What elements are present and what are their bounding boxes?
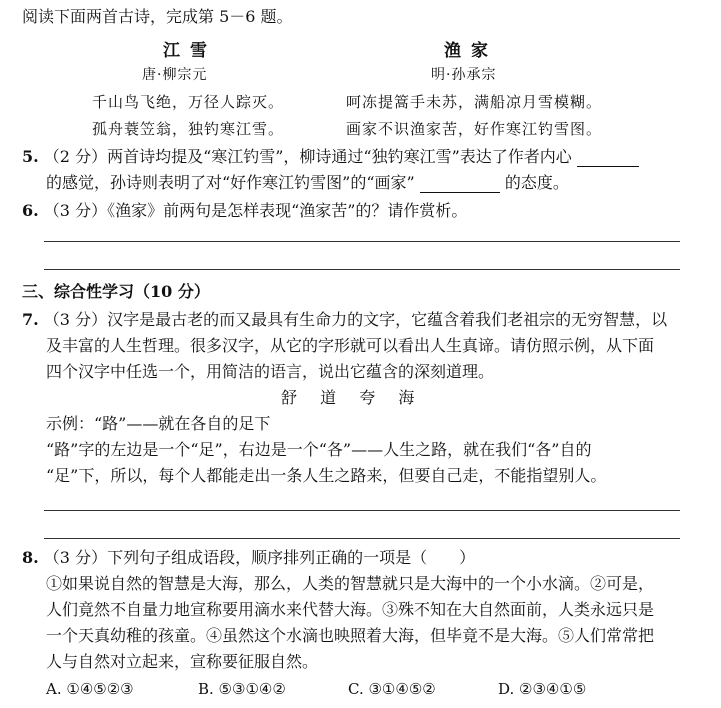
example-explanation-line-1: “路”字的左边是一个“足”，右边是一个“各”——人生之路，就在我们“各”自的 <box>46 440 592 459</box>
question-5-line-2a: 的感觉，孙诗则表明了对“好作寒江钓雪图”的“画家” <box>46 173 415 192</box>
question-8-sentence-line-3: 一个天真幼稚的孩童。④虽然这个水滴也映照着大海，但毕竟不是大海。⑤人们常常把 <box>46 626 655 645</box>
option-d[interactable]: D. ②③④①⑤ <box>498 680 587 698</box>
question-8 <box>22 548 475 568</box>
question-5 <box>22 147 639 167</box>
answer-line-q7-2[interactable] <box>44 538 680 539</box>
question-7 <box>22 310 667 330</box>
section-heading-integrated-learning: 三、综合性学习（10 分） <box>22 282 210 301</box>
question-5-number: 5. <box>22 147 39 166</box>
poem-line-jiangxue-2: 孤舟蓑笠翁，独钓寒江雪。 <box>92 120 285 138</box>
poem-title-jiangxue: 江雪 <box>163 41 217 61</box>
question-7-line-3: 四个汉字中任选一个，用简洁的语言，说出它蕴含的深刻道理。 <box>46 362 495 381</box>
question-7-line-2: 及丰富的人生哲理。很多汉字，从它的字形就可以看出人生真谛。请仿照示例，从下面 <box>46 336 655 355</box>
question-6 <box>22 201 467 221</box>
character-choices <box>281 388 414 408</box>
poem-line-yujia-1: 呵冻提篙手未苏，满船凉月雪模糊。 <box>346 93 603 111</box>
answer-line-q7-1[interactable] <box>44 510 680 511</box>
example-explanation-line-2: “足”下，所以，每个人都能走出一条人生之路来，但要自己走，不能指望别人。 <box>46 466 607 485</box>
question-8-sentence-line-4: 人与自然对立起来，宣称要征服自然。 <box>46 652 319 671</box>
poem-author-yujia: 明·孙承宗 <box>431 67 497 83</box>
question-8-stem: （3 分）下列句子组成语段，顺序排列正确的一项是（ ） <box>43 548 476 567</box>
option-b[interactable]: B. ⑤③①④② <box>198 680 286 698</box>
answer-blank-attitude[interactable] <box>420 178 500 193</box>
question-5-continued <box>46 173 569 193</box>
answer-line-q6-2[interactable] <box>44 269 680 270</box>
question-8-sentence-line-2: 人们竟然不自量力地宣称要用滴水来代替大海。③殊不知在大自然面前，人类永远只是 <box>46 600 655 619</box>
question-6-number: 6. <box>22 201 39 220</box>
question-8-sentence-line-1: ①如果说自然的智慧是大海，那么，人类的智慧就只是大海中的一个小水滴。②可是， <box>46 574 655 593</box>
question-8-number: 8. <box>22 548 39 567</box>
character-choice-shu: 舒 <box>281 388 298 407</box>
character-choice-dao: 道 <box>320 388 337 407</box>
example-heading: 示例：“路”——就在各自的足下 <box>46 414 271 433</box>
reading-instruction: 阅读下面两首古诗，完成第 5－6 题。 <box>22 7 293 26</box>
character-choice-kua: 夸 <box>359 388 376 407</box>
poem-author-jiangxue: 唐·柳宗元 <box>142 67 208 83</box>
question-6-text: （3 分）《渔家》前两句是怎样表现“渔家苦”的？请作赏析。 <box>43 201 468 220</box>
answer-line-q6-1[interactable] <box>44 241 680 242</box>
poem-title-yujia: 渔家 <box>444 41 498 61</box>
question-5-line-2b: 的态度。 <box>504 173 569 192</box>
answer-blank-feeling[interactable] <box>577 152 639 167</box>
option-c[interactable]: C. ③①④⑤② <box>348 680 436 698</box>
question-5-line-1: （2 分）两首诗均提及“寒江钓雪”，柳诗通过“独钓寒江雪”表达了作者内心 <box>43 147 572 166</box>
character-choice-hai: 海 <box>398 388 415 407</box>
option-a[interactable]: A. ①④⑤②③ <box>46 680 134 698</box>
poem-line-jiangxue-1: 千山鸟飞绝，万径人踪灭。 <box>92 93 285 111</box>
poem-line-yujia-2: 画家不识渔家苦，好作寒江钓雪图。 <box>346 120 603 138</box>
question-7-line-1: （3 分）汉字是最古老的而又最具有生命力的文字，它蕴含着我们老祖宗的无穷智慧，以 <box>43 310 668 329</box>
question-7-number: 7. <box>22 310 39 329</box>
